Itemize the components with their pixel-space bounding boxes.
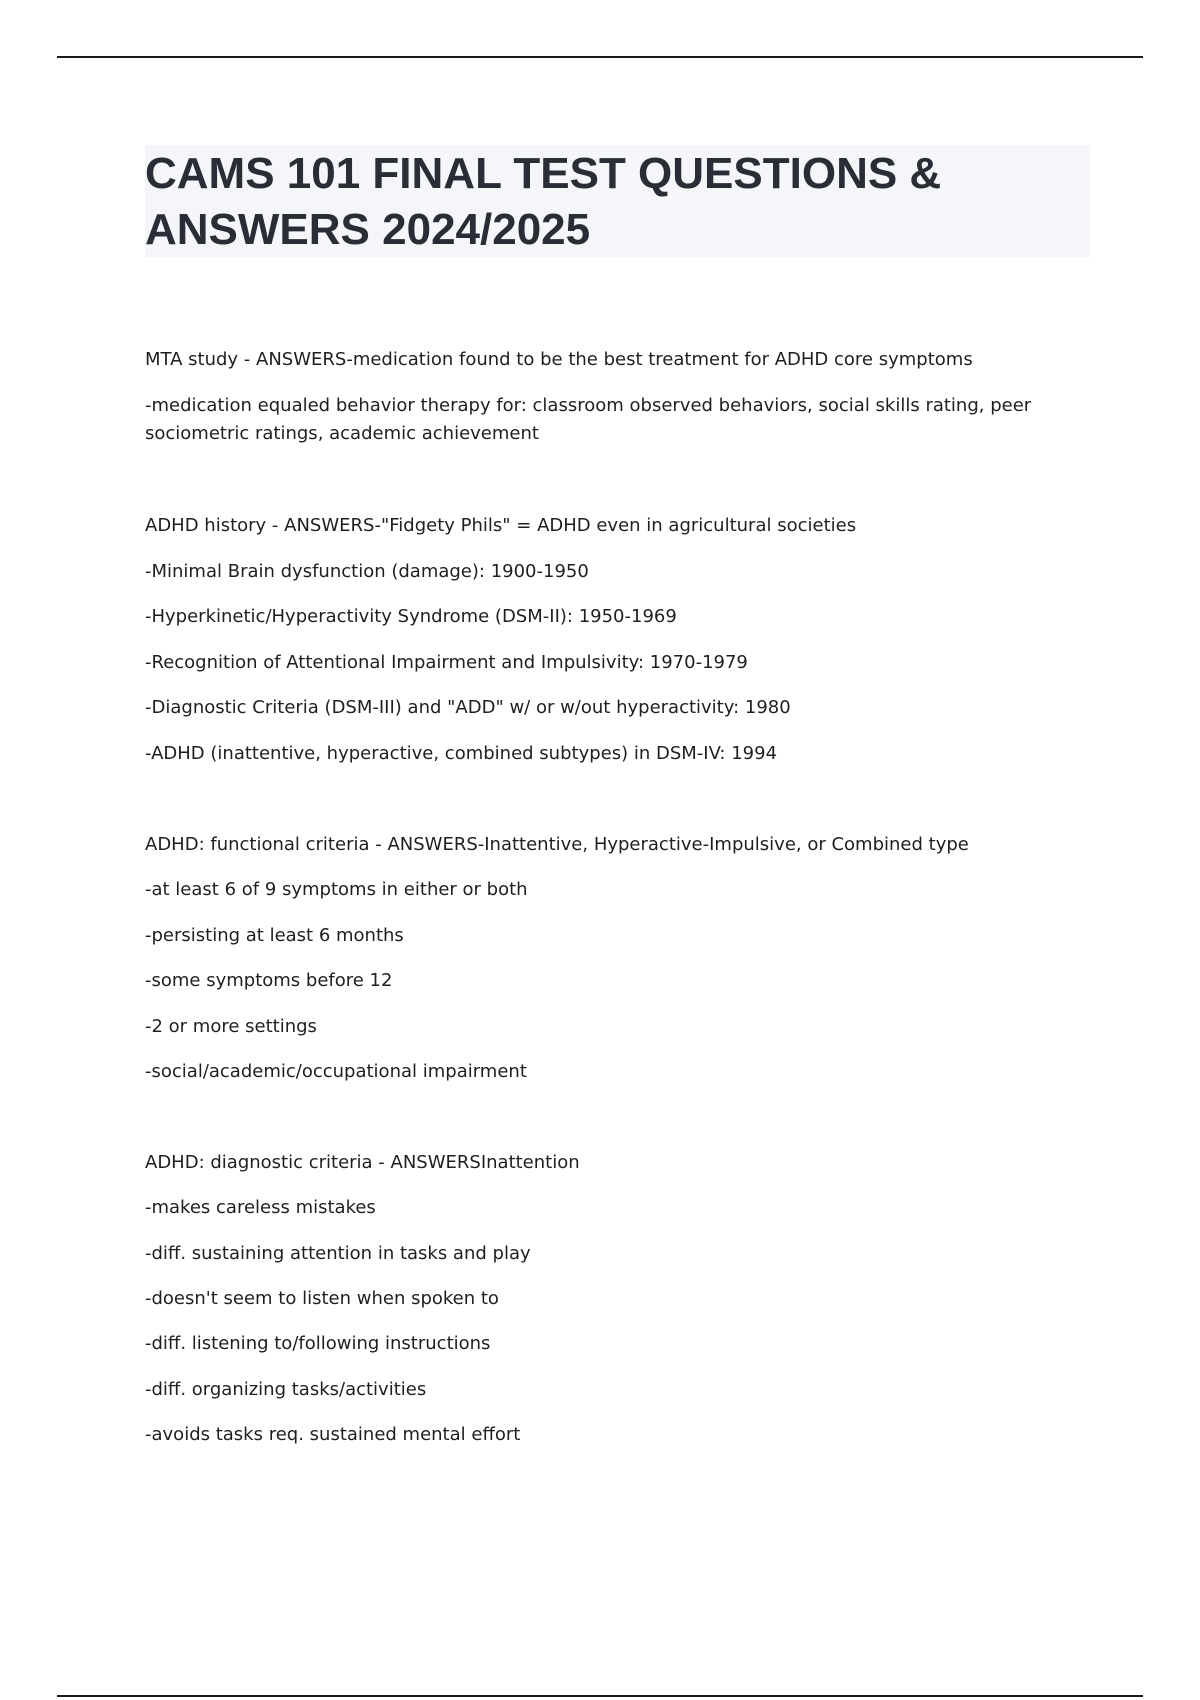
header-rule — [57, 56, 1143, 58]
qa-answer-line: -medication equaled behavior therapy for: classroom observed behaviors, social skills rating, peer sociometric ratings, academic achievement — [145, 395, 1032, 444]
qa-answer-line: -at least 6 of 9 symptoms in either or both — [145, 879, 528, 900]
qa-answer-line: -Minimal Brain dysfunction (damage): 1900-1950 — [145, 561, 589, 582]
qa-answer-line: -2 or more settings — [145, 1016, 317, 1037]
qa-answer-line: -ADHD (inattentive, hyperactive, combined subtypes) in DSM-IV: 1994 — [145, 743, 778, 764]
footer-rule — [57, 1695, 1143, 1697]
qa-question-adhd-history: ADHD history - ANSWERS-"Fidgety Phils" = ADHD even in agricultural societies — [145, 515, 857, 536]
qa-answer-line: -avoids tasks req. sustained mental effort — [145, 1424, 521, 1445]
qa-answer-line: -Recognition of Attentional Impairment and Impulsivity: 1970-1979 — [145, 652, 748, 673]
document-title: CAMS 101 FINAL TEST QUESTIONS & ANSWERS 2024/2025 — [145, 149, 942, 254]
qa-answer-line: -makes careless mistakes — [145, 1197, 376, 1218]
qa-answer-line: -some symptoms before 12 — [145, 970, 393, 991]
qa-answer-line: -diff. organizing tasks/activities — [145, 1379, 427, 1400]
qa-answer-line: -doesn't seem to listen when spoken to — [145, 1288, 499, 1309]
qa-answer-line: -diff. listening to/following instructions — [145, 1333, 491, 1354]
qa-question-adhd-functional-criteria: ADHD: functional criteria - ANSWERS-Inattentive, Hyperactive-Impulsive, or Combined type — [145, 834, 969, 855]
qa-question-mta-study: MTA study - ANSWERS-medication found to be the best treatment for ADHD core symptoms — [145, 349, 973, 370]
qa-answer-line: -persisting at least 6 months — [145, 925, 404, 946]
qa-question-adhd-diagnostic-criteria: ADHD: diagnostic criteria - ANSWERSInattention — [145, 1152, 580, 1173]
qa-answer-line: -diff. sustaining attention in tasks and play — [145, 1243, 531, 1264]
qa-answer-line: -Diagnostic Criteria (DSM-III) and "ADD" w/ or w/out hyperactivity: 1980 — [145, 697, 791, 718]
qa-answer-line: -social/academic/occupational impairment — [145, 1061, 527, 1082]
qa-answer-line: -Hyperkinetic/Hyperactivity Syndrome (DSM-II): 1950-1969 — [145, 606, 677, 627]
